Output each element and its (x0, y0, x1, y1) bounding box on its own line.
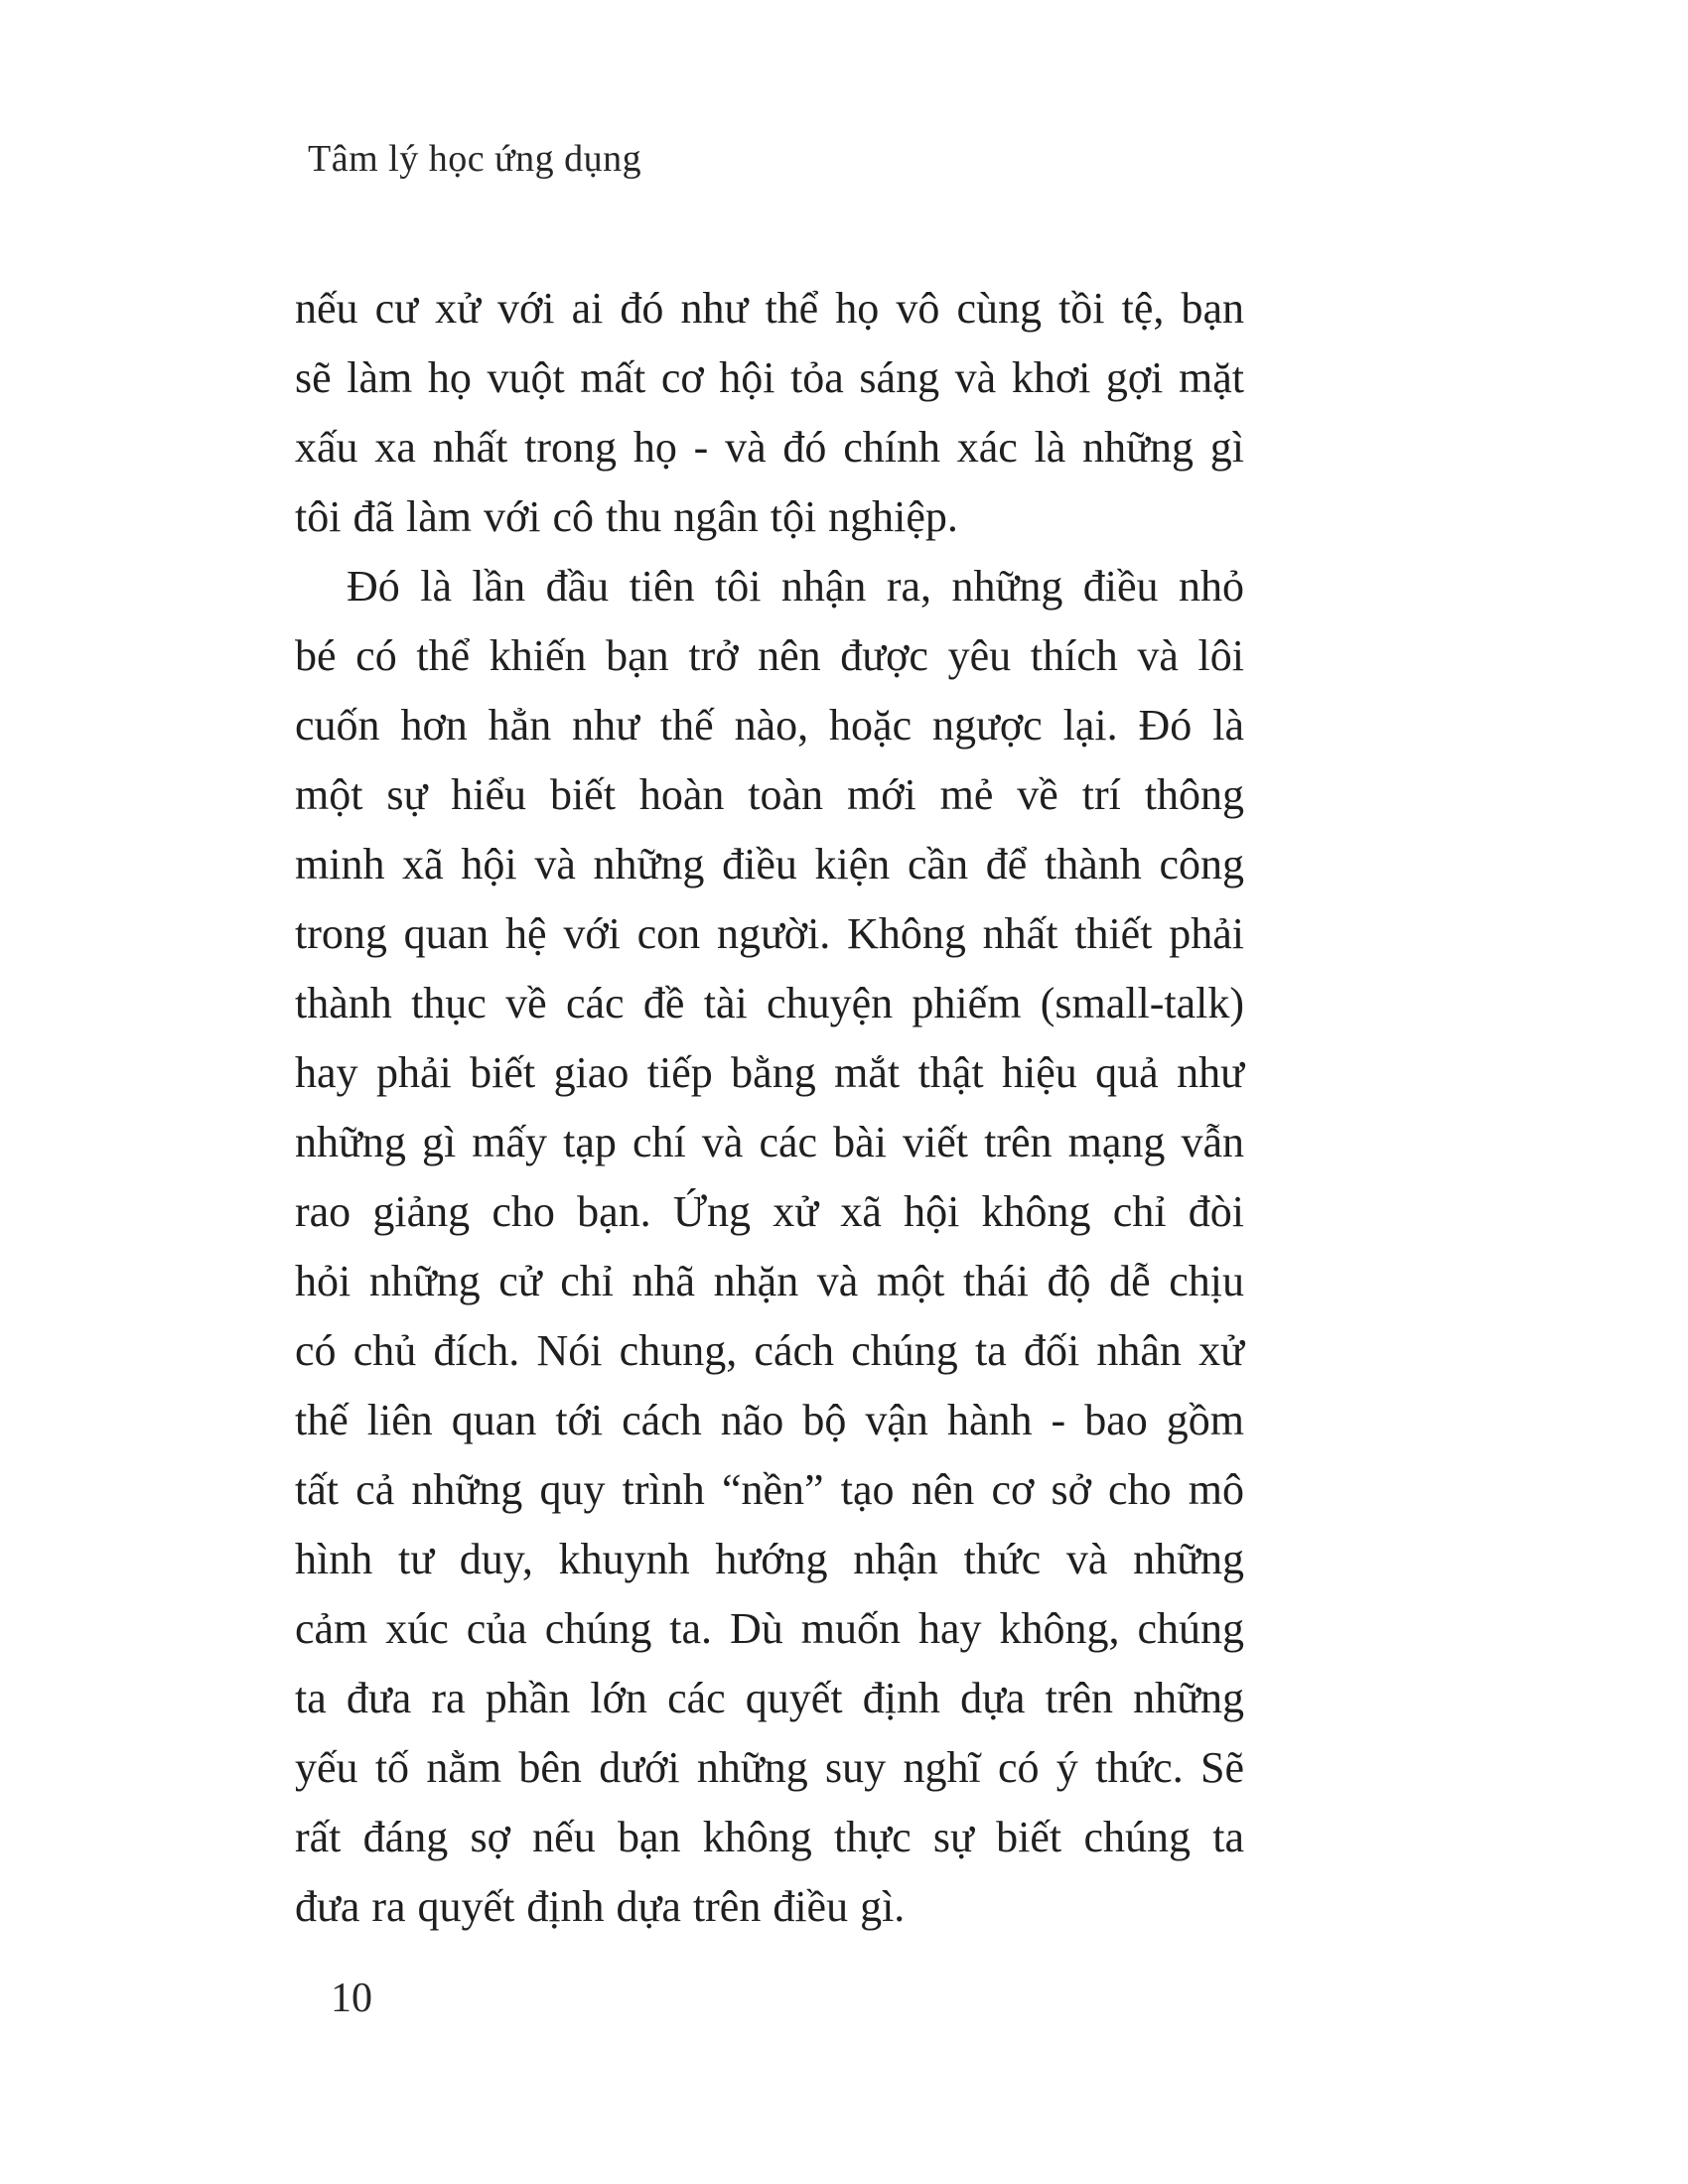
text-line: đưa ra quyết định dựa trên điều gì. (295, 1882, 906, 1931)
text-line: tất cả những quy trình “nền” tạo nên cơ sở cho mô (295, 1465, 1244, 1514)
text-line: ta đưa ra phần lớn các quyết định dựa trên những (295, 1674, 1244, 1722)
text-line: thành thục về các đề tài chuyện phiếm (small-talk) (295, 979, 1244, 1027)
text-line: hình tư duy, khuynh hướng nhận thức và những (295, 1535, 1244, 1583)
text-line: hay phải biết giao tiếp bằng mắt thật hiệu quả như (295, 1048, 1244, 1097)
text-line: có chủ đích. Nói chung, cách chúng ta đối nhân xử (295, 1326, 1244, 1375)
text-line: tôi đã làm với cô thu ngân tội nghiệp. (295, 492, 958, 541)
page-body (295, 274, 1244, 1942)
text-line: cuốn hơn hẳn như thế nào, hoặc ngược lại. Đó là (295, 701, 1244, 750)
paragraph (295, 552, 1244, 1942)
text-line: bé có thể khiến bạn trở nên được yêu thích và lôi (295, 631, 1244, 680)
running-header: Tâm lý học ứng dụng (308, 138, 642, 180)
text-line: nếu cư xử với ai đó như thể họ vô cùng tồi tệ, bạn (295, 284, 1244, 333)
text-line: cảm xúc của chúng ta. Dù muốn hay không, chúng (295, 1604, 1244, 1653)
text-line: Đó là lần đầu tiên tôi nhận ra, những điều nhỏ (347, 562, 1244, 611)
text-line: rất đáng sợ nếu bạn không thực sự biết chúng ta (295, 1813, 1244, 1861)
text-line: những gì mấy tạp chí và các bài viết trên mạng vẫn (295, 1118, 1244, 1166)
text-line: một sự hiểu biết hoàn toàn mới mẻ về trí thông (295, 770, 1244, 819)
paragraph (295, 274, 1244, 552)
text-line: rao giảng cho bạn. Ứng xử xã hội không chỉ đòi (295, 1187, 1244, 1236)
text-line: thế liên quan tới cách não bộ vận hành - bao gồm (295, 1396, 1244, 1444)
text-line: trong quan hệ với con người. Không nhất thiết phải (295, 909, 1244, 958)
text-line: minh xã hội và những điều kiện cần để thành công (295, 840, 1244, 888)
text-line: xấu xa nhất trong họ - và đó chính xác là những gì (295, 423, 1244, 472)
text-line: yếu tố nằm bên dưới những suy nghĩ có ý thức. Sẽ (295, 1743, 1244, 1792)
page-number: 10 (331, 1976, 372, 2021)
text-line: hỏi những cử chỉ nhã nhặn và một thái độ dễ chịu (295, 1257, 1244, 1305)
text-line: sẽ làm họ vuột mất cơ hội tỏa sáng và khơi gợi mặt (295, 353, 1244, 402)
